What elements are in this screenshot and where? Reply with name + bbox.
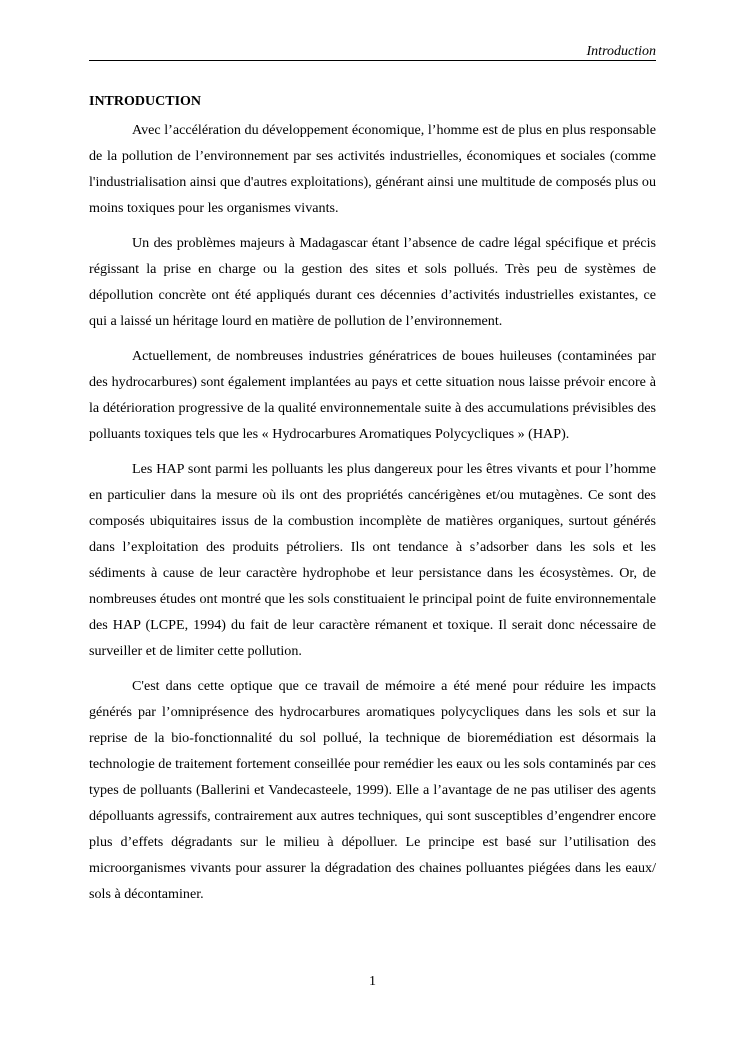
paragraph: C'est dans cette optique que ce travail de mémoire a été mené pour réduire les impacts générés par l’omniprésence des hydrocarbures aromatiques polycycliques dans les sols et sur la reprise de la bio-fonctionnalité du sol pollué, la technique de bioremédiation est désormais la technologie de traitement fortement conseillée pour remédier les eaux ou les sols contaminés par ces types de polluants (Ballerini et Vandecasteele, 1999). Elle a l’avantage de ne pas utiliser des agents dépolluants agressifs, contrairement aux autres techniques, qui sont susceptibles d’engendrer encore plus d’effets dégradants sur le milieu à dépolluer. Le principe est basé sur l’utilisation des microorganismes vivants pour assurer la dégradation des chaines polluantes piégées dans les eaux/ sols à décontaminer. — [89, 678, 656, 902]
page-number: 1 — [369, 974, 376, 989]
body-text — [89, 92, 656, 916]
paragraph: Actuellement, de nombreuses industries génératrices de boues huileuses (contaminées par des hydrocarbures) sont également implantées au pays et cette situation nous laisse prévoir encore à la détérioration progressive de la qualité environnementale suite à des accumulations prévisibles des polluants toxiques tels que les « Hydrocarbures Aromatiques Polycycliques » (HAP). — [89, 348, 656, 442]
running-header-title: Introduction — [586, 44, 656, 59]
header-rule — [89, 60, 656, 61]
section-title: INTRODUCTION — [89, 94, 202, 109]
paragraph: Avec l’accélération du développement économique, l’homme est de plus en plus responsable de la pollution de l’environnement par ses activités industrielles, économiques et sociales (comme l'industrialisation ainsi que d'autres exploitations), générant ainsi une multitude de composés plus ou moins toxiques pour les organismes vivants. — [89, 122, 656, 216]
paragraph: Les HAP sont parmi les polluants les plus dangereux pour les êtres vivants et pour l’homme en particulier dans la mesure où ils ont des propriétés cancérigènes et/ou mutagènes. Ce sont des composés ubiquitaires issus de la combustion incomplète de matières organiques, surtout générés dans l’exploitation des produits pétroliers. Ils ont tendance à s’adsorber dans les sols et les sédiments à cause de leur caractère hydrophobe et leur persistance dans les écosystèmes. Or, de nombreuses études ont montré que les sols constituaient le principal point de fuite environnementale des HAP (LCPE, 1994) du fait de leur caractère rémanent et toxique. Il serait donc nécessaire de surveiller et de limiter cette pollution. — [89, 461, 656, 659]
paragraph: Un des problèmes majeurs à Madagascar étant l’absence de cadre légal spécifique et précis régissant la prise en charge ou la gestion des sites et sols pollués. Très peu de systèmes de dépollution concrète ont été appliqués durant ces décennies d’activités industrielles existantes, ce qui a laissé un héritage lourd en matière de pollution de l’environnement. — [89, 235, 656, 329]
